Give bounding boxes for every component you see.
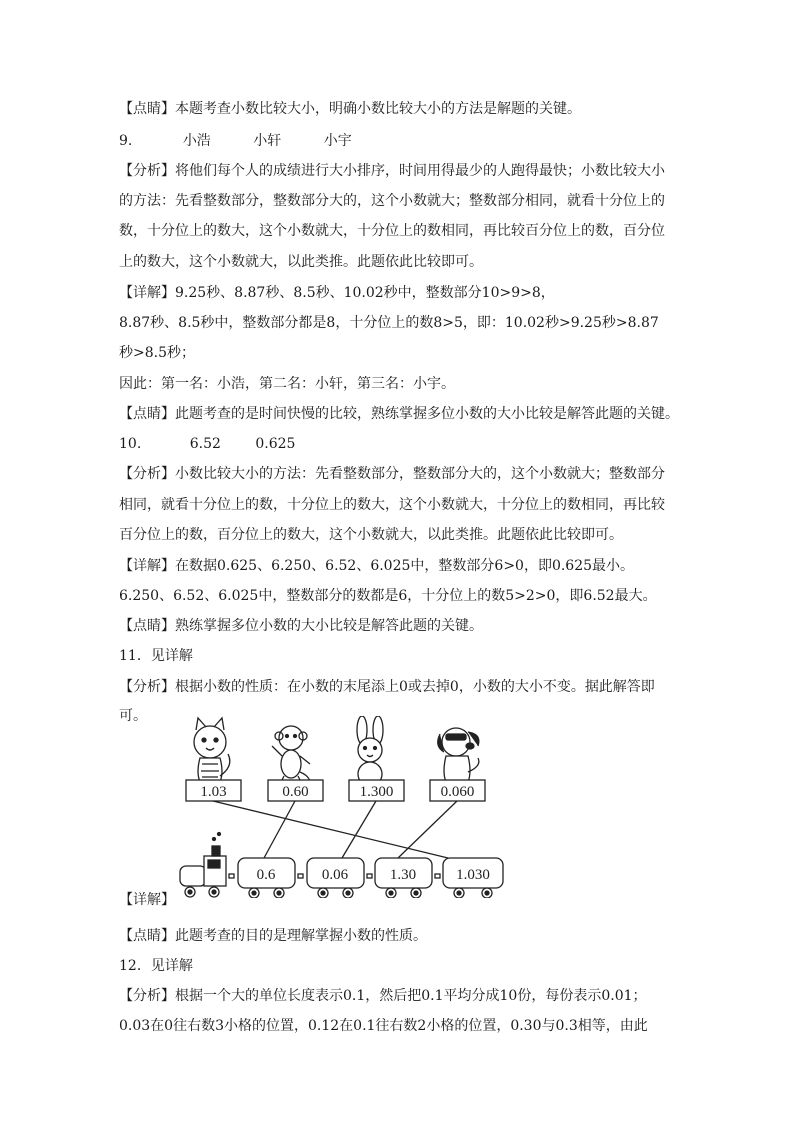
text-line: 数，十分位上的数大，这个小数就大，十分位上的数相同，再比较百分位上的数，百分位 xyxy=(119,223,665,239)
q9-number: 9. xyxy=(119,133,133,149)
text-line: 【分析】小数比较大小的方法：先看整数部分，整数部分大的，这个小数就大；整数部分 xyxy=(119,466,665,482)
text-line: 【分析】根据一个大的单位长度表示0.1，然后把0.1平均分成10份，每份表示0.01； xyxy=(119,988,647,1004)
text-line: 百分位上的数，百分位上的数大，这个小数就大，以此类推。此题依此比较即可。 xyxy=(119,527,623,543)
text-line: 上的数大，这个小数就大，以此类推。此题依此比较即可。 xyxy=(119,254,483,270)
cat-icon xyxy=(194,718,230,782)
train-car-number: 1.30 xyxy=(389,867,417,883)
text-line: 的方法：先看整数部分，整数部分大的，这个小数就大；整数部分相同，就看十分位上的 xyxy=(119,193,665,209)
text-line: 【点睛】此题考查的是时间快慢的比较，熟练掌握多位小数的大小比较是解答此题的关键。 xyxy=(119,406,679,422)
q10-answer-line xyxy=(119,434,295,454)
text-line: 【分析】根据小数的性质：在小数的末尾添上0或去掉0，小数的大小不变。据此解答即 xyxy=(119,679,655,695)
rabbit-icon xyxy=(356,716,384,788)
monkey-icon xyxy=(272,726,310,788)
text-line: 【点睛】熟练掌握多位小数的大小比较是解答此题的关键。 xyxy=(119,618,483,634)
text-line: 【详解】在数据0.625、6.250、6.52、6.025中，整数部分6>0，即0.625最小。 xyxy=(119,558,635,574)
q9-name-2: 小轩 xyxy=(253,133,282,149)
text-line: 因此：第一名：小浩，第二名：小轩，第三名：小宇。 xyxy=(119,376,455,392)
q9-name-3: 小宇 xyxy=(323,133,352,149)
cat-number: 1.03 xyxy=(200,784,227,800)
text-line: 0.03在0往右数3小格的位置，0.12在0.1往右数2小格的位置，0.30与0.3相等，由此 xyxy=(119,1018,648,1034)
train-car-number: 0.6 xyxy=(256,867,276,883)
text-line: 【详解】 xyxy=(119,892,175,908)
text-line: 6.250、6.52、6.025中，整数部分的数都是6，十分位上的数5>2>0，即6.52最大。 xyxy=(119,588,657,604)
text-line: 【分析】将他们每个人的成绩进行大小排序，时间用得最少的人跑得最快；小数比较大小 xyxy=(119,163,665,179)
text-line: 【点睛】此题考查的目的是理解掌握小数的性质。 xyxy=(119,928,427,944)
text-line: 【点睛】本题考查小数比较大小，明确小数比较大小的方法是解题的关键。 xyxy=(119,101,581,117)
train-car-number: 0.06 xyxy=(321,867,349,883)
text-line: 秒>8.5秒； xyxy=(119,345,195,361)
train-car-number: 1.030 xyxy=(456,867,490,883)
dog-number: 0.060 xyxy=(440,784,475,800)
matching-figure xyxy=(178,716,508,898)
q10-number: 10. xyxy=(119,436,142,452)
matching-lines xyxy=(213,801,457,858)
q9-answer-line xyxy=(119,131,352,151)
text-line: 【详解】9.25秒、8.87秒、8.5秒、10.02秒中，整数部分10>9>8， xyxy=(119,285,555,301)
q9-name-1: 小浩 xyxy=(182,133,211,149)
dog-icon xyxy=(438,728,479,788)
monkey-number: 0.60 xyxy=(282,784,309,800)
text-line: 11．见详解 xyxy=(119,648,193,664)
text-line: 12．见详解 xyxy=(119,958,193,974)
text-line: 可。 xyxy=(119,708,147,724)
text-line: 相同，就看十分位上的数，十分位上的数大，这个小数就大，十分位上的数相同，再比较 xyxy=(119,497,665,513)
train-engine-icon xyxy=(180,833,234,898)
q10-answer-2: 0.625 xyxy=(255,436,296,452)
rabbit-number: 1.300 xyxy=(359,784,394,800)
text-line: 8.87秒、8.5秒中，整数部分都是8，十分位上的数8>5，即：10.02秒>9.25秒>8.87 xyxy=(119,315,659,331)
q10-answer-1: 6.52 xyxy=(189,436,221,452)
